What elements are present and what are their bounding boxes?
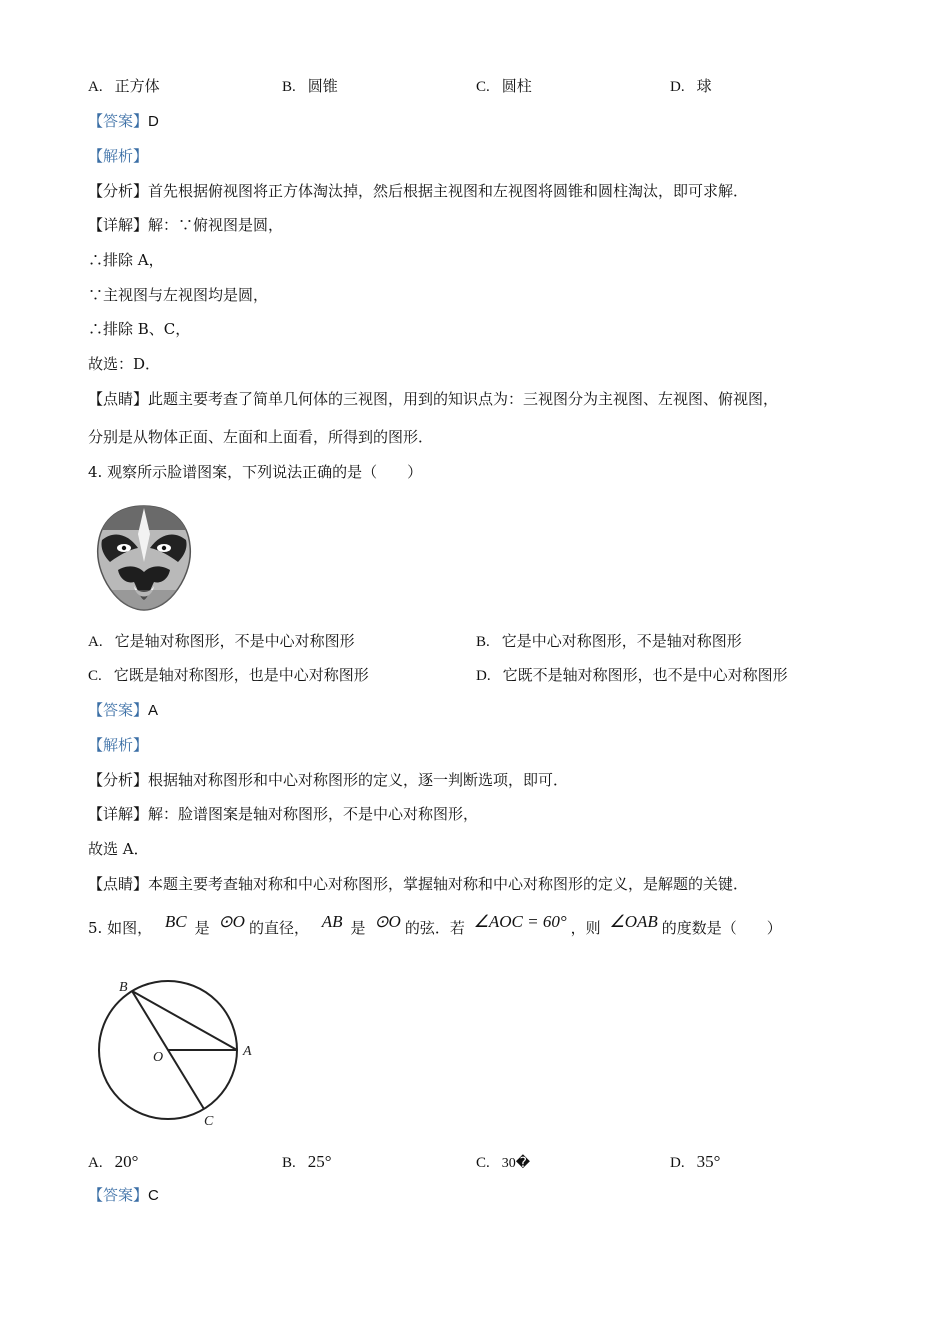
q4-analysis: 【分析】根据轴对称图形和中心对称图形的定义，逐一判断选项，即可． <box>88 771 569 789</box>
q5-option-c: C. 30� <box>476 1155 531 1171</box>
q3-detail: 【详解】解：∵俯视图是圆， <box>88 216 284 234</box>
label-o: O <box>153 1050 164 1065</box>
q3-step-1: ∴排除 A， <box>88 251 164 269</box>
q4-answer: 【答案】A <box>88 701 159 719</box>
q5-option-b: B. 25° <box>282 1152 332 1171</box>
q4-option-d: D. 它既不是轴对称图形，也不是中心对称图形 <box>476 666 788 684</box>
label-c: C <box>204 1114 214 1129</box>
q4-option-b: B. 它是中心对称图形，不是轴对称图形 <box>476 632 742 650</box>
label-b: B <box>119 980 128 995</box>
q5-option-d: D. 35° <box>670 1152 721 1171</box>
segment-ba <box>132 991 237 1050</box>
label-a: A <box>243 1044 252 1059</box>
q4-question: 4. 观察所示脸谱图案，下列说法正确的是（ ） <box>88 463 423 481</box>
q5-answer: 【答案】C <box>88 1186 159 1204</box>
q4-option-a: A. 它是轴对称图形，不是中心对称图形 <box>88 632 355 650</box>
q3-analysis: 【分析】首先根据俯视图将正方体淘汰掉，然后根据主视图和左视图将圆锥和圆柱淘汰，即可求解． <box>88 182 749 200</box>
q3-comment-continued: 分别是从物体正面、左面和上面看，所得到的图形． <box>88 428 434 446</box>
q3-step-2: ∵主视图与左视图均是圆， <box>88 286 269 304</box>
q3-comment: 【点睛】此题主要考查了简单几何体的三视图，用到的知识点为：三视图分为主视图、左视图、俯视图， <box>88 390 779 408</box>
q3-option-a: A. 正方体 <box>88 77 160 95</box>
opera-mask-image <box>88 500 200 612</box>
q3-option-b: B. 圆锥 <box>282 77 338 95</box>
q3-option-d: D. 球 <box>670 77 712 95</box>
q3-step-3: ∴排除 B、C， <box>88 320 191 338</box>
q3-analysis-heading: 【解析】 <box>88 147 149 165</box>
q4-option-c: C. 它既是轴对称图形，也是中心对称图形 <box>88 666 369 684</box>
q3-answer: 【答案】D <box>88 112 159 130</box>
q5-option-a: A. 20° <box>88 1152 139 1171</box>
q4-detail: 【详解】解：脸谱图案是轴对称图形，不是中心对称图形， <box>88 805 479 823</box>
q3-step-4: 故选：D． <box>88 355 161 373</box>
circle-diagram <box>88 975 268 1130</box>
q4-analysis-heading: 【解析】 <box>88 736 149 754</box>
q4-comment: 【点睛】本题主要考查轴对称和中心对称图形，掌握轴对称和中心对称图形的定义，是解题的关键． <box>88 875 749 893</box>
q3-option-c: C. 圆柱 <box>476 77 532 95</box>
q5-question: 5. 如图， BC 是 ⊙O 的直径， AB 是 ⊙O 的弦．若 ∠AOC = 60° ，则 ∠OAB 的度数是（ ） <box>88 912 782 937</box>
q4-step-1: 故选 A． <box>88 840 149 858</box>
